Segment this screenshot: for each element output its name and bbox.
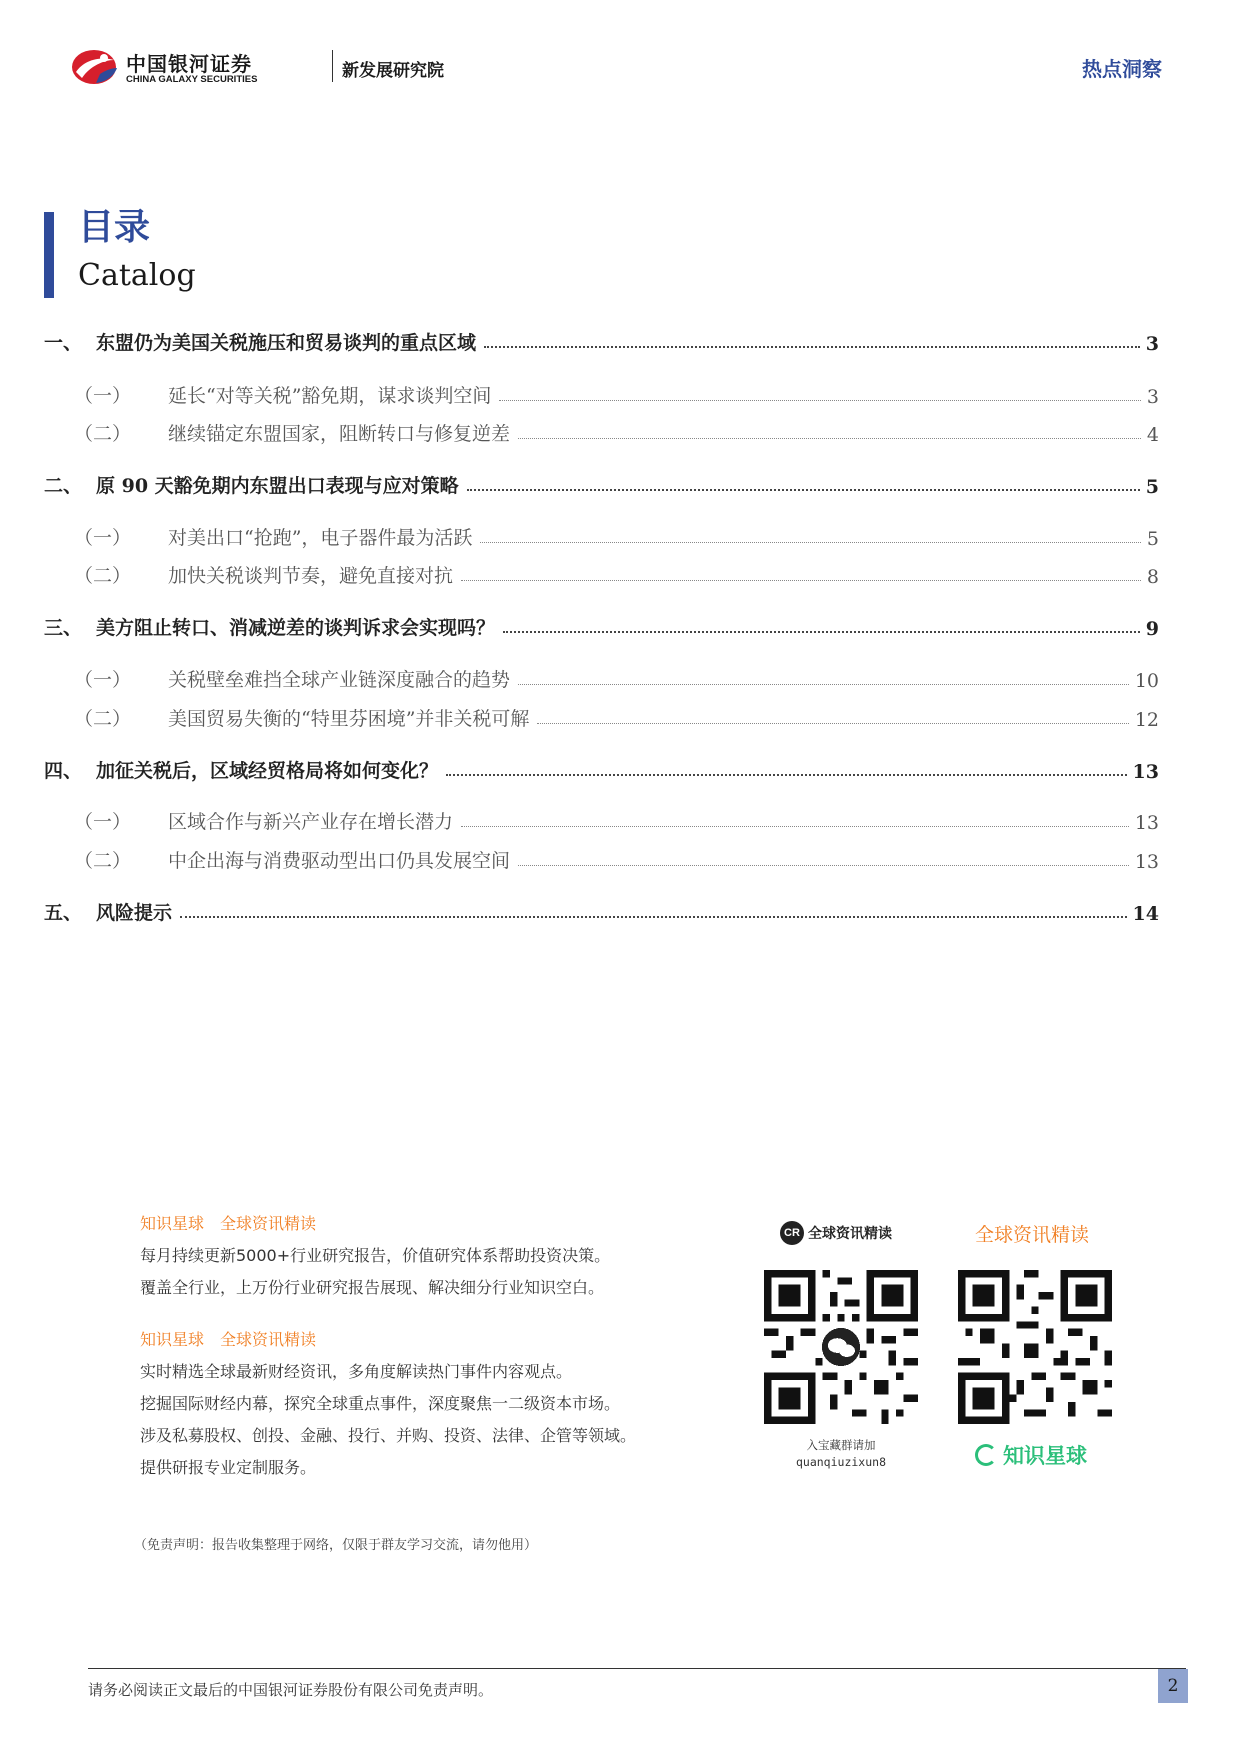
logo-chinese-name: 中国银河证券: [126, 52, 252, 76]
toc-number: （一）: [74, 811, 132, 833]
toc-entry[interactable]: [44, 522, 1159, 550]
footer-disclaimer: 请务必阅读正文最后的中国银河证券股份有限公司免责声明。: [88, 1681, 494, 1699]
qr-left-brand-text: 全球资讯精读: [808, 1226, 892, 1242]
toc-page: 4: [1146, 424, 1159, 446]
toc-leader: [480, 542, 1140, 543]
toc-entry[interactable]: [44, 418, 1159, 446]
toc-entry[interactable]: [44, 664, 1159, 692]
catalog-accent-bar: [44, 212, 54, 298]
toc-title: 关税壁垒难挡全球产业链深度融合的趋势: [168, 669, 511, 691]
logo-english-name: CHINA GALAXY SECURITIES: [126, 74, 258, 85]
promo-line: 提供研报专业定制服务。: [140, 1458, 317, 1477]
toc-page: 9: [1145, 618, 1159, 640]
toc-leader: [484, 346, 1140, 348]
toc-number: 五、: [44, 902, 83, 924]
toc-leader: [180, 916, 1127, 918]
promo-disclaimer: （免责声明：报告收集整理于网络，仅限于群友学习交流，请勿他用）: [134, 1538, 538, 1553]
toc-title: 美方阻止转口、消减逆差的谈判诉求会实现吗？: [96, 617, 496, 639]
qr-code-icon: [764, 1270, 918, 1424]
toc-entry[interactable]: [44, 845, 1159, 873]
department-name: 新发展研究院: [342, 61, 444, 81]
cr-logo-icon: CR: [780, 1221, 804, 1245]
toc-title: 区域合作与新兴产业存在增长潜力: [168, 811, 454, 833]
toc-title: 中企出海与消费驱动型出口仍具发展空间: [168, 850, 511, 872]
promo-line: 覆盖全行业，上万份行业研究报告展现、解决细分行业知识空白。: [140, 1278, 605, 1297]
toc-entry[interactable]: [44, 560, 1159, 588]
toc-entry[interactable]: [44, 327, 1159, 355]
report-category-tag: 热点洞察: [1082, 57, 1162, 81]
toc-title: 对美出口“抢跑”，电子器件最为活跃: [168, 527, 473, 549]
promo-spacer: [140, 1304, 740, 1324]
zsxq-logo-text: 知识星球: [1003, 1444, 1087, 1468]
promo-line: 实时精选全球最新财经资讯，多角度解读热门事件内容观点。: [140, 1362, 573, 1381]
toc-title: 美国贸易失衡的“特里芬困境”并非关税可解: [168, 708, 530, 730]
toc-page: 3: [1145, 333, 1159, 355]
toc-entry[interactable]: [44, 612, 1159, 640]
toc-page: 12: [1134, 709, 1159, 731]
toc-title: 原 90 天豁免期内东盟出口表现与应对策略: [96, 475, 459, 497]
toc-title: 加快关税谈判节奏，避免直接对抗: [168, 565, 454, 587]
toc-page: 8: [1146, 566, 1159, 588]
qr-left-caption: 入宝藏群请加: [806, 1438, 876, 1452]
toc-number: 四、: [44, 760, 83, 782]
toc-entry[interactable]: [44, 755, 1159, 783]
promo-line: 涉及私募股权、创投、金融、投行、并购、投资、法律、企管等领域。: [140, 1426, 637, 1445]
toc-title: 东盟仍为美国关税施压和贸易谈判的重点区域: [96, 332, 477, 354]
toc-title: 继续锚定东盟国家，阻断转口与修复逆差: [168, 423, 511, 445]
catalog-title-cn: 目录: [78, 207, 151, 248]
toc-entry[interactable]: [44, 897, 1159, 925]
qr-left-wechat-id: quanqiuzixun8: [795, 1455, 886, 1469]
toc-entry[interactable]: [44, 703, 1159, 731]
toc-title: 加征关税后，区域经贸格局将如何变化？: [96, 760, 439, 782]
toc-number: （二）: [74, 565, 132, 587]
wechat-qr-code[interactable]: [764, 1270, 918, 1424]
toc-entry[interactable]: [44, 470, 1159, 498]
promo-line: 每月持续更新5000+行业研究报告，价值研究体系帮助投资决策。: [140, 1246, 611, 1265]
toc-number: （二）: [74, 423, 132, 445]
toc-number: （二）: [74, 850, 132, 872]
toc-leader: [461, 580, 1141, 581]
toc-leader: [518, 865, 1129, 866]
toc-number: 三、: [44, 617, 83, 639]
footer-divider: [88, 1668, 1186, 1669]
toc-leader: [461, 826, 1129, 827]
toc-leader: [467, 489, 1140, 491]
toc-title: 延长“对等关税”豁免期，谋求谈判空间: [168, 385, 492, 407]
toc-number: 二、: [44, 475, 83, 497]
toc-entry[interactable]: [44, 380, 1159, 408]
toc-leader: [446, 774, 1127, 776]
logo-divider: [332, 50, 333, 82]
toc-page: 5: [1145, 476, 1159, 498]
company-logo: [70, 46, 444, 88]
toc-page: 10: [1134, 670, 1159, 692]
promo-text: [140, 1208, 740, 1484]
toc-title: 风险提示: [96, 902, 173, 924]
toc-number: （二）: [74, 708, 132, 730]
qr-left-brand: [780, 1220, 930, 1246]
toc-page: 13: [1134, 851, 1159, 873]
zsxq-logo: [975, 1440, 1087, 1470]
zsxq-qr-code[interactable]: [958, 1270, 1112, 1424]
catalog-title-en: Catalog: [78, 258, 196, 293]
toc-number: （一）: [74, 385, 132, 407]
toc-leader: [499, 400, 1140, 401]
promo-heading: 知识星球 全球资讯精读: [140, 1214, 317, 1233]
promo-line: 挖掘国际财经内幕，探究全球重点事件，深度聚焦一二级资本市场。: [140, 1394, 621, 1413]
toc-page: 13: [1134, 812, 1159, 834]
toc-page: 13: [1132, 761, 1159, 783]
toc-leader: [503, 631, 1140, 633]
toc-number: （一）: [74, 669, 132, 691]
toc-entry[interactable]: [44, 806, 1159, 834]
toc-leader: [537, 723, 1128, 724]
qr-right-brand: 全球资讯精读: [975, 1224, 1090, 1246]
qr-code-icon: [958, 1270, 1112, 1424]
toc-page: 3: [1146, 386, 1159, 408]
toc-page: 5: [1146, 528, 1159, 550]
toc-leader: [518, 438, 1141, 439]
promo-heading: 知识星球 全球资讯精读: [140, 1330, 317, 1349]
galaxy-logo-icon: [70, 46, 118, 88]
toc-leader: [518, 684, 1129, 685]
toc-number: （一）: [74, 527, 132, 549]
page-number: 2: [1158, 1669, 1188, 1703]
toc-page: 14: [1132, 903, 1159, 925]
zsxq-ring-icon: [975, 1444, 997, 1466]
toc-number: 一、: [44, 332, 83, 354]
